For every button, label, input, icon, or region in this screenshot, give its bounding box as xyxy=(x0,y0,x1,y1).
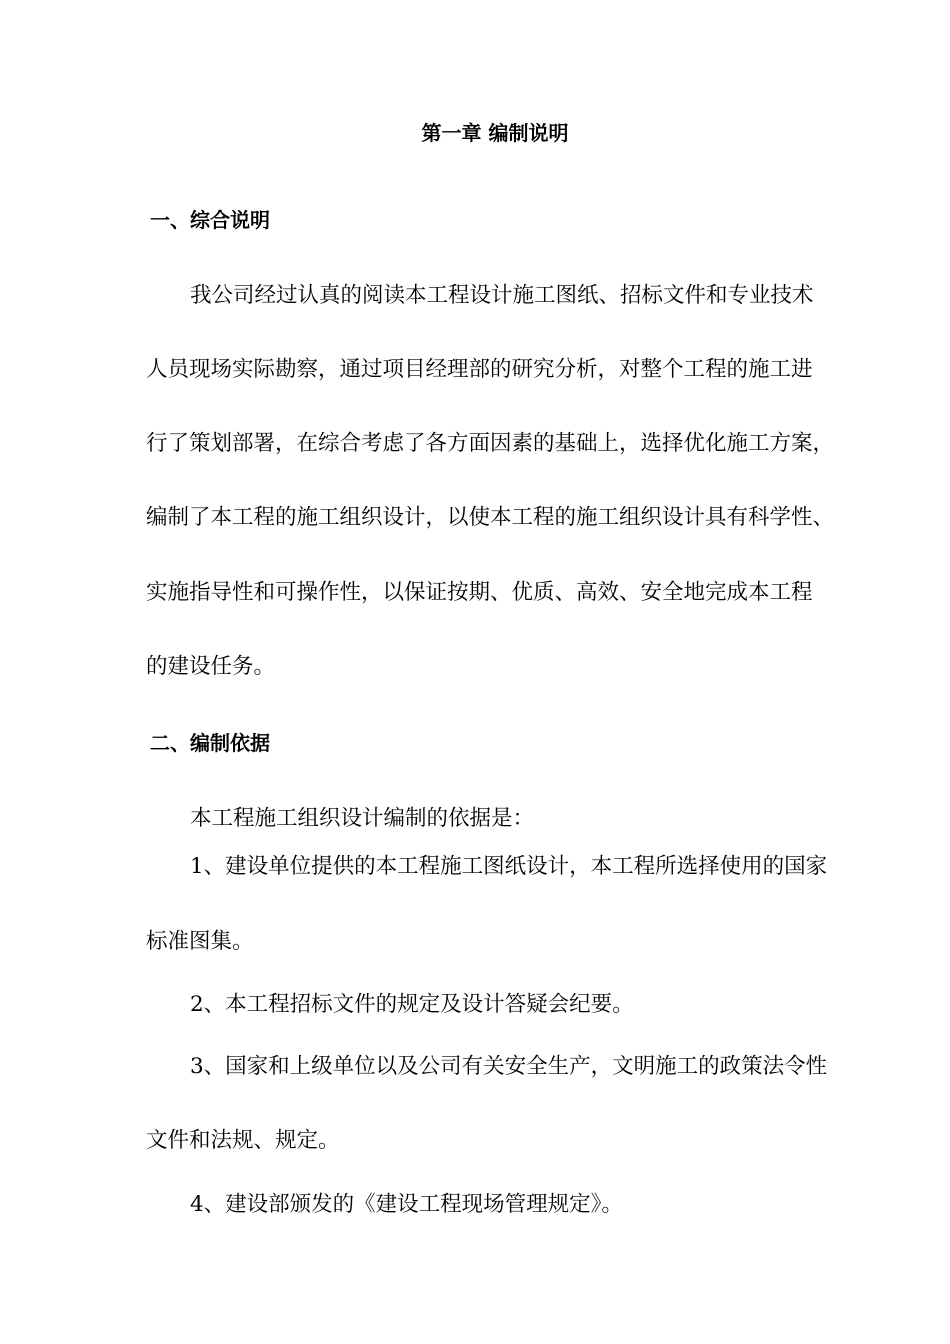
paragraph-line: 实施指导性和可操作性，以保证按期、优质、高效、安全地完成本工程 xyxy=(146,580,813,605)
basis-item-1-continued: 标准图集。 xyxy=(146,929,254,954)
basis-item-3: 3、国家和上级单位以及公司有关安全生产，文明施工的政策法令性 xyxy=(190,1054,828,1079)
paragraph-line: 行了策划部署，在综合考虑了各方面因素的基础上，选择优化施工方案， xyxy=(146,431,835,456)
basis-intro: 本工程施工组织设计编制的依据是： xyxy=(190,806,535,831)
paragraph-line: 编制了本工程的施工组织设计，以使本工程的施工组织设计具有科学性、 xyxy=(146,505,835,530)
chapter-title: 第一章 编制说明 xyxy=(421,121,569,145)
basis-item-2: 2、本工程招标文件的规定及设计答疑会纪要。 xyxy=(190,992,634,1017)
section-heading-overview: 一、综合说明 xyxy=(150,208,270,232)
basis-item-4: 4、建设部颁发的《建设工程现场管理规定》。 xyxy=(190,1192,623,1217)
basis-item-1: 1、建设单位提供的本工程施工图纸设计，本工程所选择使用的国家 xyxy=(190,854,828,879)
paragraph-line: 人员现场实际勘察，通过项目经理部的研究分析，对整个工程的施工进 xyxy=(146,357,813,382)
paragraph-line: 的建设任务。 xyxy=(146,654,276,679)
section-heading-basis: 二、编制依据 xyxy=(150,731,270,755)
basis-item-3-continued: 文件和法规、规定。 xyxy=(146,1128,340,1153)
paragraph-line: 我公司经过认真的阅读本工程设计施工图纸、招标文件和专业技术 xyxy=(190,283,814,308)
